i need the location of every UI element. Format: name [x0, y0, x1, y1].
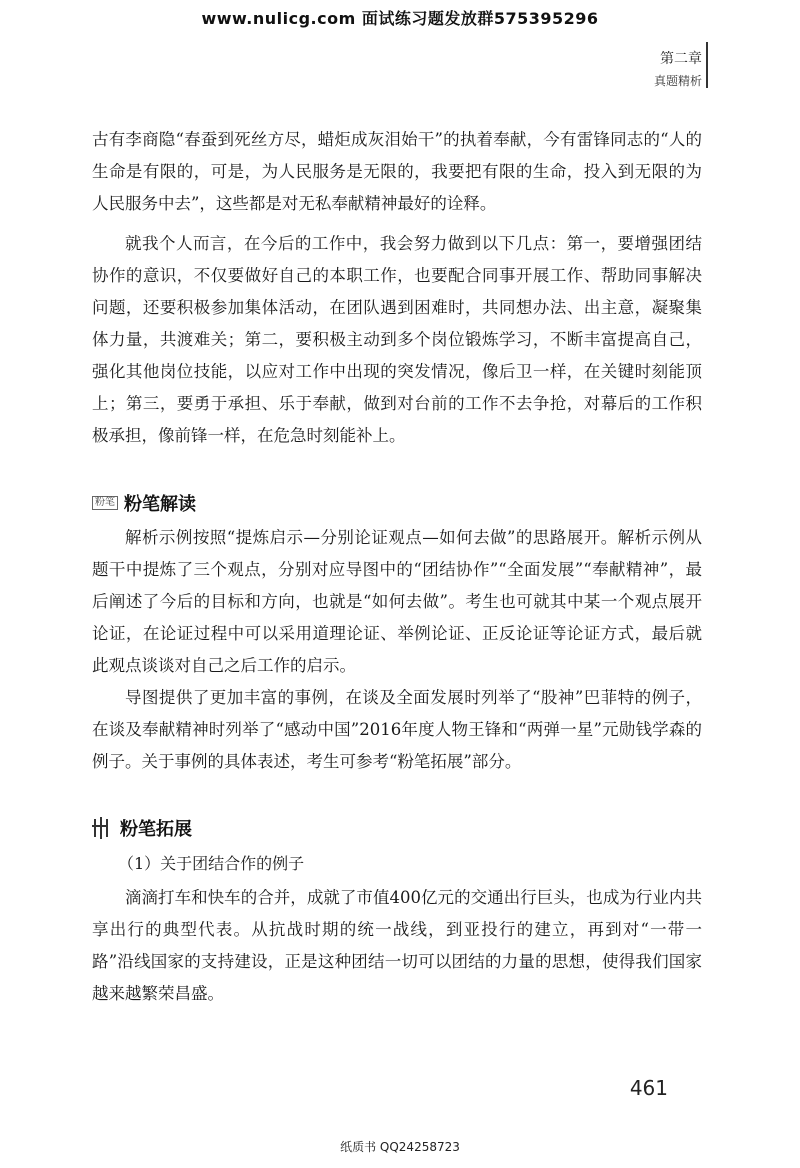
watermark-banner: www.nulicg.com 面试练习题发放群575395296 [201, 9, 599, 28]
body-paragraph-1: 古有李商隐“春蚕到死丝方尽，蜡炬成灰泪始干”的执着奉献，今有雷锋同志的“人的生命是有限的，可是，为人民服务是无限的，我要把有限的生命，投入到无限的为人民服务中去”，这些都是对无私奉献精神最好的诠释。 [92, 130, 702, 213]
body-paragraph-2: 就我个人而言，在今后的工作中，我会努力做到以下几点：第一，要增强团结协作的意识，不仅要做好自己的本职工作，也要配合同事开展工作、帮助同事解决问题，还要积极参加集体活动，在团队遇到困难时，共同想办法、出主意，凝聚集体力量，共渡难关；第二，要积极主动到多个岗位锻炼学习，不断丰富提高自己，强化其他岗位技能，以应对工作中出现的突发情况，像后卫一样，在关键时刻能顶上；第三，要勇于承担、乐于奉献，做到对台前的工作不去争抢，对幕后的工作积极承担，像前锋一样，在危急时刻能补上。 [92, 234, 702, 445]
interpretation-paragraph-2: 导图提供了更加丰富的事例，在谈及全面发展时列举了“股神”巴菲特的例子，在谈及奉献精神时列举了“感动中国”2016年度人物王锋和“两弹一星”元勋钱学森的例子。关于事例的具体表述，考生可参考“粉笔拓展”部分。 [92, 688, 702, 771]
interpretation-paragraph-1: 解析示例按照“提炼启示—分别论证观点—如何去做”的思路展开。解析示例从题干中提炼了三个观点，分别对应导图中的“团结协作”“全面发展”“奉献精神”，最后阐述了今后的目标和方向，也就是“如何去做”。考生也可就其中某一个观点展开论证，在论证过程中可以采用道理论证、举例论证、正反论证等论证方式，最后就此观点谈谈对自己之后工作的启示。 [92, 528, 702, 675]
example-paragraph: 滴滴打车和快车的合并，成就了市值400亿元的交通出行巨头，也成为行业内共享出行的典型代表。从抗战时期的统一战线，到亚投行的建立，再到对“一带一路”沿线国家的支持建设，正是这种团结一切可以团结的力量的思想，使得我们国家越来越繁荣昌盛。 [92, 888, 702, 1003]
section-title: 粉笔拓展 [120, 819, 192, 840]
section-title: 粉笔解读 [124, 494, 196, 515]
section-heading-interpretation [92, 490, 196, 516]
section-heading-extension [92, 815, 192, 841]
chapter-header [654, 48, 702, 92]
chapter-subtitle: 真题精析 [653, 74, 702, 88]
chalk-logo-icon: 粉笔 [92, 496, 118, 510]
page-number: 461 [629, 1076, 668, 1100]
footer-note: 纸质书 QQ24258723 [340, 1140, 460, 1154]
chapter-title: 第二章 [660, 51, 702, 67]
chapter-divider [706, 42, 708, 88]
example-subheading: （1）关于团结合作的例子 [118, 854, 305, 873]
extension-icon [92, 817, 110, 839]
